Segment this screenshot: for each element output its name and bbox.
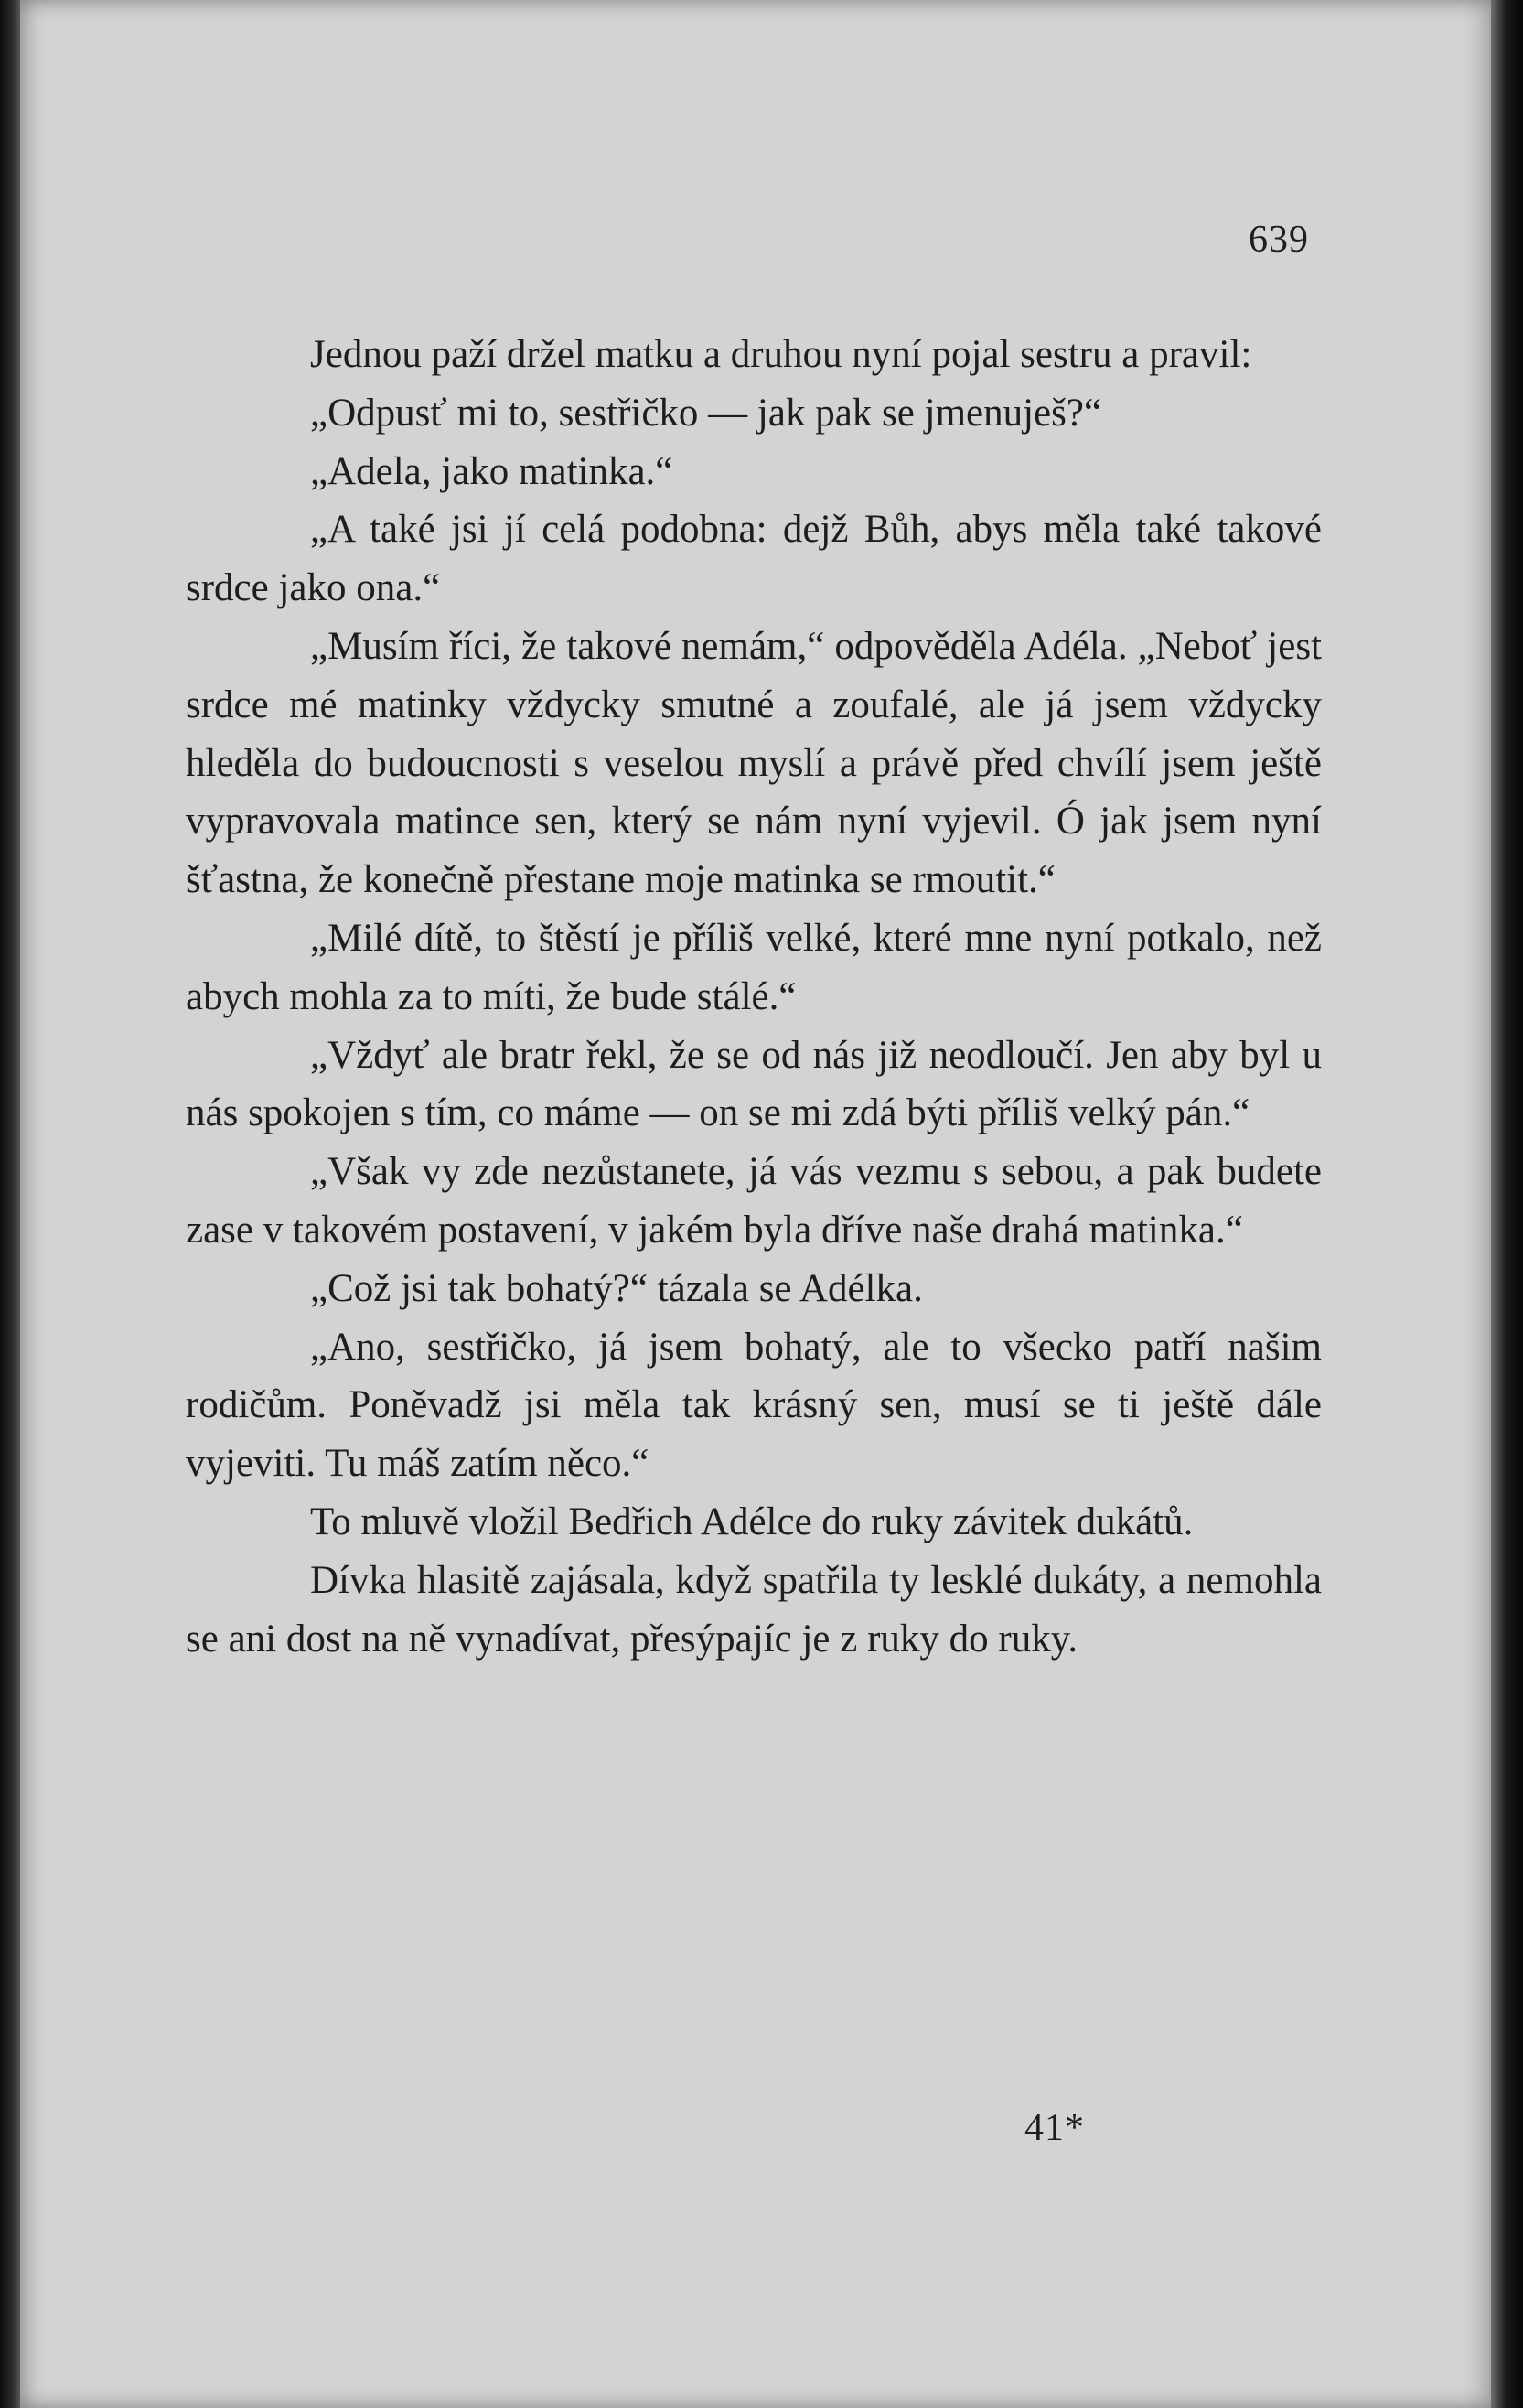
book-right-edge	[1491, 0, 1523, 2408]
paragraph: Jednou paží držel matku a druhou nyní pojal sestru a pravil:	[310, 333, 1252, 376]
paragraph: „Však vy zde nezůstanete, já vás vezmu s sebou, a pak budete zase v takovém postavení, v jakém byla dříve naše drahá matinka.“	[186, 1150, 1322, 1252]
paragraph: „Což jsi tak bohatý?“ tázala se Adélka.	[310, 1266, 923, 1310]
paragraph: „Ano, sestřičko, já jsem bohatý, ale to všecko patří našim rodičům. Poněvadž jsi měla tak krásný sen, musí se ti ještě dále vyjeviti. Tu máš zatím něco.“	[186, 1325, 1322, 1486]
paragraph: Dívka hlasitě zajásala, když spatřila ty lesklé dukáty, a nemohla se ani dost na ně vynadívat, přesýpajíc je z ruky do ruky.	[186, 1558, 1322, 1661]
paragraph: „Musím říci, že takové nemám,“ odpověděla Adéla. „Neboť jest srdce mé matinky vždycky smutné a zoufalé, ale já jsem vždycky hleděla do budoucnosti s veselou myslí a právě před chvílí jsem ještě vypravovala matince sen, který se nám nyní vyjevil. Ó jak jsem nyní šťastna, že konečně přestane moje matinka se rmoutit.“	[186, 624, 1322, 902]
page-text	[186, 326, 1322, 1668]
paragraph: To mluvě vložil Bedřich Adélce do ruky závitek dukátů.	[310, 1500, 1194, 1543]
paragraph: „Milé dítě, to štěstí je příliš velké, které mne nyní potkalo, než abych mohla za to míti, že bude stálé.“	[186, 916, 1322, 1018]
paragraph: „Adela, jako matinka.“	[310, 449, 673, 493]
book-left-edge	[0, 0, 20, 2408]
paragraph: „A také jsi jí celá podobna: dejž Bůh, abys měla také takové srdce jako ona.“	[186, 508, 1322, 610]
book-page	[20, 0, 1491, 2408]
signature-mark: 41*	[1024, 2107, 1085, 2149]
paragraph: „Vždyť ale bratr řekl, že se od nás již neodloučí. Jen aby byl u nás spokojen s tím, co máme — on se mi zdá býti příliš velký pán.“	[186, 1033, 1322, 1135]
paragraph: „Odpusť mi to, sestřičko — jak pak se jmenuješ?“	[310, 391, 1102, 435]
page-number: 639	[1249, 219, 1309, 261]
